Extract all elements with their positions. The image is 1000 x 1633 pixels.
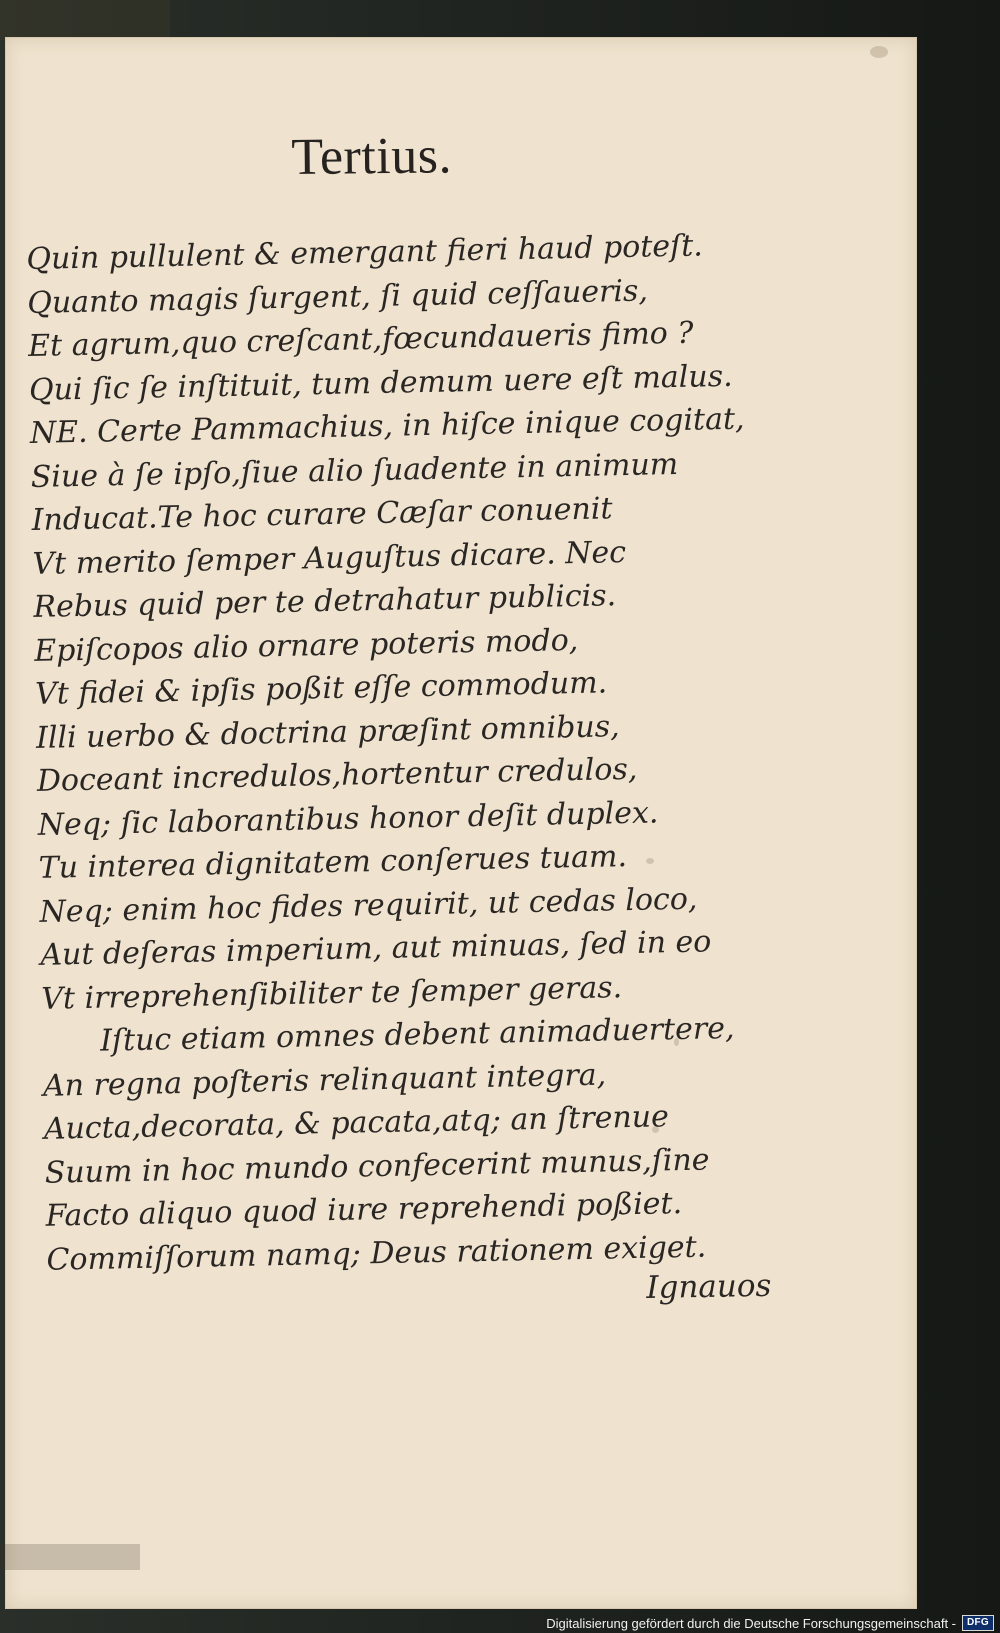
paper-stain xyxy=(646,858,654,864)
text-line: Iſtuc etiam omnes debent animaduertere, xyxy=(99,1010,735,1059)
text-line: Et agrum,quo creſcant,fœcundaueris fimo ? xyxy=(27,315,694,364)
page-header: Tertius. xyxy=(290,127,453,186)
text-line: Aucta,decorata, & pacata,atq; an ſtrenue xyxy=(43,1099,670,1147)
catchword: Ignauos xyxy=(646,1267,772,1306)
book-page xyxy=(6,38,916,1608)
paper-stain xyxy=(870,46,888,58)
text-line: Tu interea dignitatem conſerues tuam. xyxy=(38,839,628,886)
text-line: Suum in hoc mundo confecerint munus,ſine xyxy=(44,1141,710,1191)
text-line: Qui ſic ſe inſtituit, tum demum uere eſt malus. xyxy=(28,358,733,408)
text-line: Siue à ſe ipſo,ſiue alio ſuadente in animum xyxy=(30,446,679,495)
verse-block xyxy=(26,223,807,1282)
text-line: An regna poſteris relinquant integra, xyxy=(42,1057,607,1104)
paper-stain xyxy=(674,1038,679,1046)
text-line: Vt irreprehenſibiliter te ſemper geras. xyxy=(40,969,623,1017)
digitization-credit: Digitalisierung gefördert durch die Deutsche Forschungsgemeinschaft - xyxy=(546,1616,956,1631)
paper-stain xyxy=(652,1126,659,1133)
text-line: Commiſſorum namq; Deus rationem exiget. xyxy=(46,1229,707,1278)
text-line: Aut deſeras imperium, aut minuas, ſed in eo xyxy=(40,924,712,973)
text-line: Doceant incredulos,hortentur credulos, xyxy=(36,751,638,799)
dfg-logo: DFG xyxy=(962,1615,994,1631)
text-line: Epiſcopos alio ornare poteris modo, xyxy=(33,622,579,669)
text-line: Facto aliquo quod iure reprehendi poßiet. xyxy=(45,1186,683,1234)
bottom-edge-wear xyxy=(0,1544,140,1570)
text-line: Rebus quid per te detrahatur publicis. xyxy=(33,578,617,625)
text-line: Illi uerbo & doctrina præſint omnibus, xyxy=(35,708,620,756)
text-line: Quanto magis ſurgent, ſi quid ceſſaueris, xyxy=(26,273,649,321)
text-line: Vt merito ſemper Auguſtus dicare. Nec xyxy=(32,534,627,582)
text-line: Vt fidei & ipſis poßit eſſe commodum. xyxy=(34,665,608,712)
text-line: Neq; enim hoc fides requirit, ut cedas loco, xyxy=(39,881,698,930)
top-edge-wear xyxy=(0,0,170,40)
text-line: Neq; ſic laborantibus honor deſit duplex. xyxy=(37,794,659,843)
text-line: Inducat.Te hoc curare Cæſar conuenit xyxy=(31,491,613,538)
text-line: NE. Certe Pammachius, in hiſce inique cogitat, xyxy=(29,401,745,451)
text-line: Quin pullulent & emergant fieri haud poteſt. xyxy=(26,228,704,277)
